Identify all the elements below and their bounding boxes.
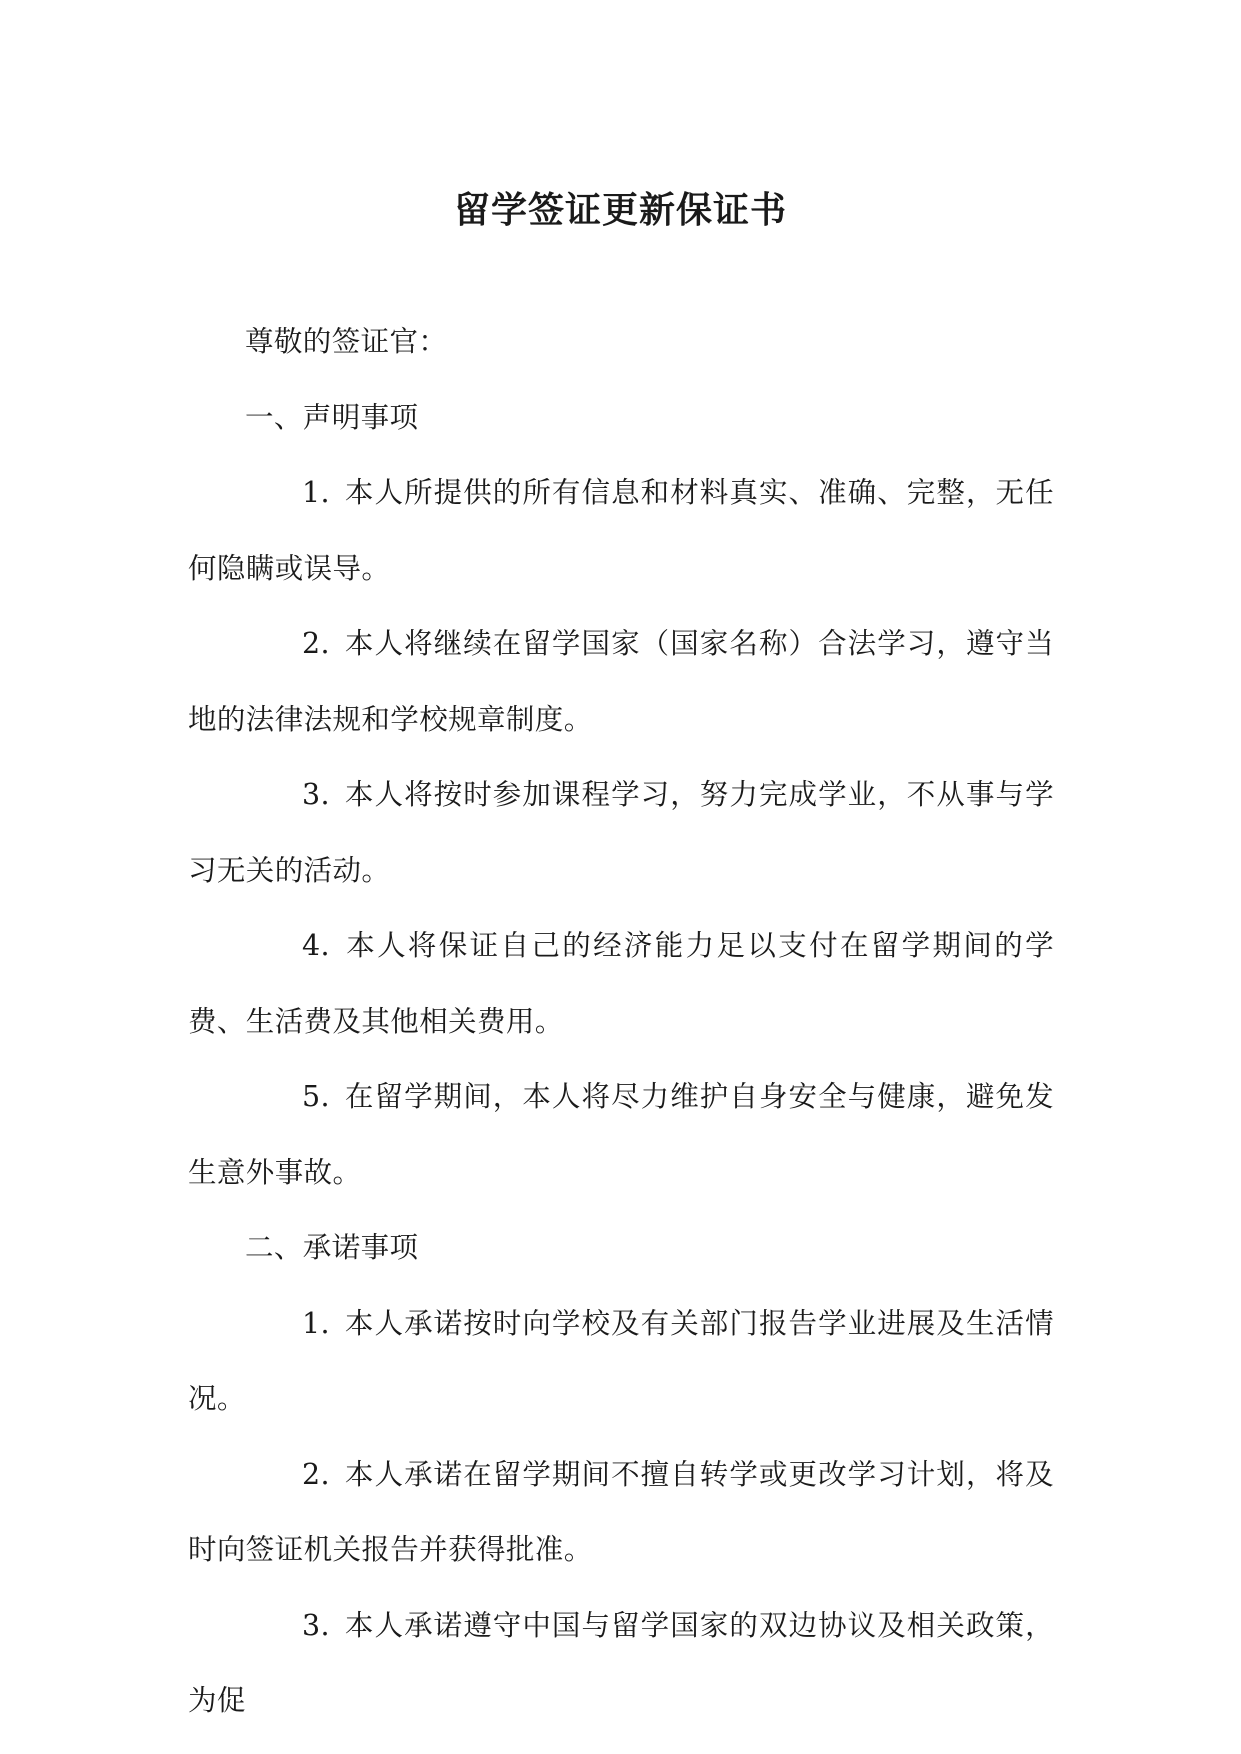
item-number: 5.: [302, 1080, 330, 1113]
item-number: 2.: [302, 627, 330, 660]
declaration-item-4: [188, 908, 1054, 1059]
item-text: 本人承诺在留学期间不擅自转学或更改学习计划，将及时向签证机关报告并获得批准。: [188, 1457, 1054, 1566]
section-heading-commitments: 二、承诺事项: [245, 1231, 419, 1264]
section-heading-declarations: 一、声明事项: [245, 400, 419, 434]
item-number: 4.: [302, 929, 330, 962]
item-number: 2.: [302, 1457, 330, 1491]
declaration-item-1: [188, 455, 1054, 606]
salutation: 尊敬的签证官：: [245, 325, 448, 358]
item-text: 本人将按时参加课程学习，努力完成学业，不从事与学习无关的活动。: [188, 778, 1054, 887]
item-text: 本人将继续在留学国家（国家名称）合法学习，遵守当地的法律法规和学校规章制度。: [188, 627, 1054, 736]
declaration-item-3: [188, 757, 1054, 908]
item-text: 本人所提供的所有信息和材料真实、准确、完整，无任何隐瞒或误导。: [188, 476, 1054, 585]
item-text: 本人将保证自己的经济能力足以支付在留学期间的学费、生活费及其他相关费用。: [188, 929, 1054, 1038]
item-text: 本人承诺遵守中国与留学国家的双边协议及相关政策，为促: [188, 1608, 1054, 1717]
item-number: 1.: [302, 1306, 330, 1340]
item-text: 在留学期间，本人将尽力维护自身安全与健康，避免发生意外事故。: [188, 1080, 1054, 1189]
item-number: 1.: [302, 476, 330, 509]
item-number: 3.: [302, 1608, 330, 1642]
item-text: 本人承诺按时向学校及有关部门报告学业进展及生活情况。: [188, 1306, 1054, 1415]
commitment-item-3: [188, 1588, 1054, 1739]
document-title: 留学签证更新保证书: [453, 189, 787, 231]
declaration-item-5: [188, 1059, 1054, 1210]
item-number: 3.: [302, 778, 330, 811]
commitment-item-2: [188, 1437, 1054, 1588]
commitment-item-1: [188, 1286, 1054, 1437]
declaration-item-2: [188, 606, 1054, 757]
document-body: [188, 304, 1054, 1739]
